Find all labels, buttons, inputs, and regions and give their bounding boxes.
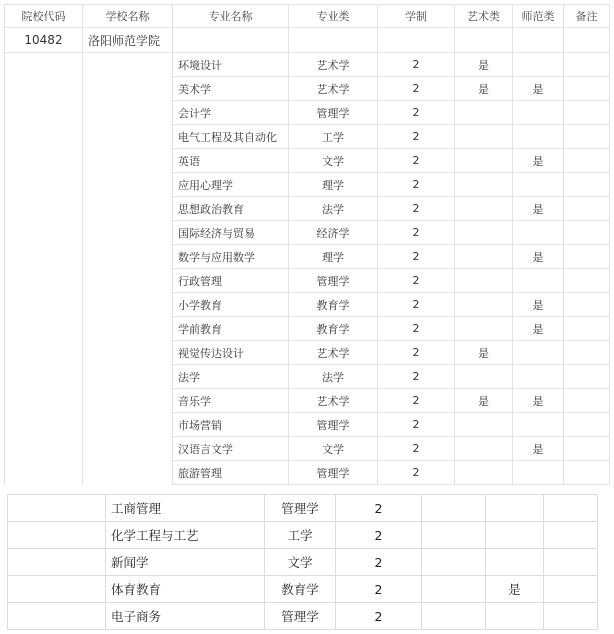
major-normal: 是 [513, 77, 564, 101]
table-row [5, 245, 610, 269]
major-years: 2 [378, 461, 455, 485]
major-years: 2 [378, 77, 455, 101]
major-normal [513, 269, 564, 293]
major-years: 2 [378, 365, 455, 389]
table-row [8, 576, 598, 603]
major-name: 电子商务 [106, 603, 265, 630]
major-normal [486, 522, 544, 549]
header-normal: 师范类 [513, 5, 564, 28]
major-years: 2 [378, 389, 455, 413]
major-years: 2 [378, 149, 455, 173]
major-remark [564, 149, 610, 173]
major-remark [564, 221, 610, 245]
major-years: 2 [378, 341, 455, 365]
table-row [5, 53, 610, 77]
major-normal: 是 [513, 437, 564, 461]
header-category: 专业类 [289, 5, 378, 28]
major-normal [513, 341, 564, 365]
major-name: 电气工程及其自动化 [173, 125, 289, 149]
school-name: 洛阳师范学院 [83, 28, 173, 53]
major-remark [564, 269, 610, 293]
major-name: 新闻学 [106, 549, 265, 576]
major-normal [513, 101, 564, 125]
major-category: 管理学 [289, 413, 378, 437]
major-normal: 是 [513, 293, 564, 317]
major-name: 美术学 [173, 77, 289, 101]
major-remark [544, 576, 598, 603]
table-row [5, 365, 610, 389]
major-art [455, 221, 513, 245]
major-art: 是 [455, 341, 513, 365]
header-art: 艺术类 [455, 5, 513, 28]
major-art [422, 603, 486, 630]
major-art: 是 [455, 53, 513, 77]
major-name: 英语 [173, 149, 289, 173]
major-name: 旅游管理 [173, 461, 289, 485]
major-category: 管理学 [289, 269, 378, 293]
major-name: 会计学 [173, 101, 289, 125]
major-years: 2 [336, 603, 422, 630]
school-row [5, 28, 610, 53]
major-name: 汉语言文学 [173, 437, 289, 461]
major-normal [513, 125, 564, 149]
major-category: 工学 [289, 125, 378, 149]
table-row [5, 197, 610, 221]
majors-table [4, 4, 610, 485]
major-category: 管理学 [265, 603, 336, 630]
table-row [5, 461, 610, 485]
major-normal: 是 [513, 149, 564, 173]
major-remark [564, 437, 610, 461]
major-name: 化学工程与工艺 [106, 522, 265, 549]
major-remark [544, 495, 598, 522]
major-normal [513, 53, 564, 77]
major-art [455, 197, 513, 221]
table-row [8, 603, 598, 630]
major-name: 体育教育 [106, 576, 265, 603]
major-category: 教育学 [265, 576, 336, 603]
major-art [422, 522, 486, 549]
major-remark [564, 293, 610, 317]
major-category: 艺术学 [289, 53, 378, 77]
table-row [5, 101, 610, 125]
major-art [455, 125, 513, 149]
major-normal [513, 461, 564, 485]
major-art [422, 549, 486, 576]
majors-table-continued [7, 494, 598, 630]
major-years: 2 [378, 125, 455, 149]
table-row [5, 269, 610, 293]
major-remark [564, 77, 610, 101]
major-years: 2 [378, 53, 455, 77]
major-category: 理学 [289, 173, 378, 197]
major-name: 数学与应用数学 [173, 245, 289, 269]
header-row [5, 5, 610, 28]
major-normal: 是 [513, 197, 564, 221]
major-normal: 是 [513, 317, 564, 341]
table-row [5, 293, 610, 317]
major-category: 艺术学 [289, 389, 378, 413]
major-remark [564, 413, 610, 437]
table-row [8, 495, 598, 522]
major-years: 2 [378, 413, 455, 437]
major-normal [486, 603, 544, 630]
major-category: 管理学 [265, 495, 336, 522]
table-row [5, 125, 610, 149]
major-normal: 是 [513, 389, 564, 413]
major-years: 2 [378, 197, 455, 221]
school-code: 10482 [5, 28, 83, 53]
major-name: 国际经济与贸易 [173, 221, 289, 245]
table-row [5, 317, 610, 341]
major-category: 管理学 [289, 461, 378, 485]
major-art [455, 293, 513, 317]
major-normal: 是 [513, 245, 564, 269]
major-remark [564, 317, 610, 341]
major-normal: 是 [486, 576, 544, 603]
major-art: 是 [455, 389, 513, 413]
table-row [5, 221, 610, 245]
header-remark: 备注 [564, 5, 610, 28]
major-art [455, 173, 513, 197]
major-art [455, 413, 513, 437]
major-remark [564, 461, 610, 485]
major-art [455, 365, 513, 389]
major-normal [513, 413, 564, 437]
header-code: 院校代码 [5, 5, 83, 28]
major-art [455, 149, 513, 173]
major-name: 法学 [173, 365, 289, 389]
major-art [455, 317, 513, 341]
table-row [5, 77, 610, 101]
major-remark [564, 245, 610, 269]
major-name: 工商管理 [106, 495, 265, 522]
major-category: 文学 [289, 437, 378, 461]
major-art [455, 269, 513, 293]
major-category: 教育学 [289, 317, 378, 341]
major-category: 艺术学 [289, 341, 378, 365]
major-years: 2 [336, 576, 422, 603]
header-school: 学校名称 [83, 5, 173, 28]
major-years: 2 [378, 101, 455, 125]
major-remark [564, 173, 610, 197]
major-normal [513, 173, 564, 197]
major-category: 法学 [289, 365, 378, 389]
major-name: 环境设计 [173, 53, 289, 77]
major-category: 教育学 [289, 293, 378, 317]
major-years: 2 [378, 173, 455, 197]
header-major: 专业名称 [173, 5, 289, 28]
table-row [5, 173, 610, 197]
major-years: 2 [336, 522, 422, 549]
major-name: 音乐学 [173, 389, 289, 413]
major-name: 行政管理 [173, 269, 289, 293]
major-remark [564, 53, 610, 77]
major-art [422, 576, 486, 603]
major-years: 2 [378, 245, 455, 269]
major-normal [513, 221, 564, 245]
major-category: 经济学 [289, 221, 378, 245]
table-row [8, 549, 598, 576]
major-category: 艺术学 [289, 77, 378, 101]
major-name: 学前教育 [173, 317, 289, 341]
major-art [455, 437, 513, 461]
major-category: 法学 [289, 197, 378, 221]
major-category: 管理学 [289, 101, 378, 125]
table-row [5, 149, 610, 173]
major-normal [486, 495, 544, 522]
major-years: 2 [378, 221, 455, 245]
major-category: 工学 [265, 522, 336, 549]
major-art: 是 [455, 77, 513, 101]
major-remark [564, 125, 610, 149]
major-art [455, 101, 513, 125]
major-name: 市场营销 [173, 413, 289, 437]
major-category: 理学 [289, 245, 378, 269]
major-remark [564, 389, 610, 413]
header-years: 学制 [378, 5, 455, 28]
major-remark [564, 365, 610, 389]
major-years: 2 [378, 293, 455, 317]
major-art [455, 245, 513, 269]
major-years: 2 [378, 437, 455, 461]
major-remark [544, 522, 598, 549]
major-category: 文学 [265, 549, 336, 576]
table-row [5, 389, 610, 413]
table-row [8, 522, 598, 549]
major-name: 应用心理学 [173, 173, 289, 197]
table-row [5, 341, 610, 365]
major-normal [486, 549, 544, 576]
major-years: 2 [378, 269, 455, 293]
major-category: 文学 [289, 149, 378, 173]
major-normal [513, 365, 564, 389]
major-remark [564, 101, 610, 125]
major-remark [564, 341, 610, 365]
major-remark [564, 197, 610, 221]
major-remark [544, 603, 598, 630]
major-remark [544, 549, 598, 576]
major-art [455, 461, 513, 485]
major-name: 思想政治教育 [173, 197, 289, 221]
major-name: 小学教育 [173, 293, 289, 317]
major-years: 2 [336, 549, 422, 576]
major-years: 2 [378, 317, 455, 341]
table-row [5, 413, 610, 437]
major-years: 2 [336, 495, 422, 522]
major-art [422, 495, 486, 522]
major-name: 视觉传达设计 [173, 341, 289, 365]
table-row [5, 437, 610, 461]
